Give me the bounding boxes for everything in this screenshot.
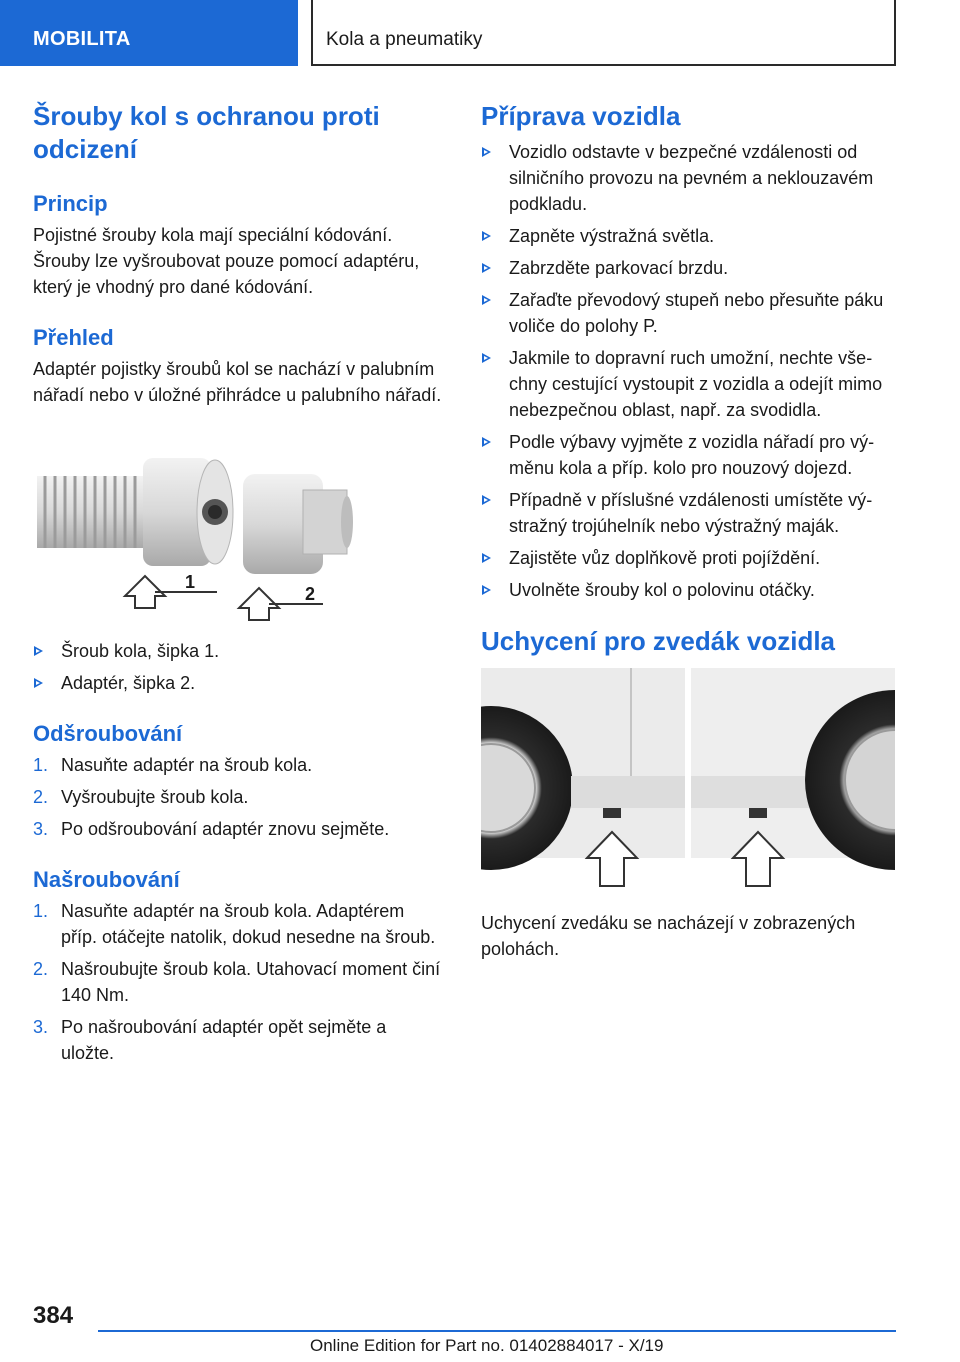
list-item: Případně v příslušné vzdálenosti umístěte výstražný trojúhelník nebo výstražný maják. bbox=[481, 487, 899, 539]
edition-note: Online Edition for Part no. 01402884017 - X/19 bbox=[310, 1336, 664, 1355]
list-item: 1. Nasuňte adaptér na šroub kola. Adaptérem příp. otáčejte natolik, dokud nesedne na šroub. bbox=[33, 901, 436, 947]
left-column bbox=[33, 100, 443, 1072]
overview-legend bbox=[33, 638, 443, 696]
list-item: 3. Po našroubování adaptér opět sejměte a uložte. bbox=[33, 1017, 387, 1063]
arrow-1-label: 1 bbox=[185, 572, 196, 592]
page-number: 384 bbox=[33, 1302, 74, 1329]
bullet-triangle-icon bbox=[482, 353, 491, 363]
list-item: Šroub kola, šipka 1. bbox=[33, 638, 443, 664]
adapter-image bbox=[243, 474, 353, 574]
jack-text: Uchycení zvedáku se nacházejí v zobrazených polohách. bbox=[481, 913, 856, 959]
list-item: Zajistěte vůz doplňkově proti pojíždění. bbox=[481, 545, 899, 571]
list-item: Jakmile to dopravní ruch umožní, nechte všechny cestující vystoupit z vozidla a odejít mimo nebezpečnou oblast, např. za svodidla. bbox=[481, 345, 899, 423]
list-item: 1. Nasuňte adaptér na šroub kola. bbox=[33, 755, 313, 775]
list-item: 2. Vyšroubujte šroub kola. bbox=[33, 787, 249, 807]
unscrew-heading: Odšroubování bbox=[33, 721, 183, 746]
bullet-triangle-icon bbox=[482, 437, 491, 447]
prep-heading: Příprava vozidla bbox=[481, 101, 681, 131]
list-item: Zapněte výstražná světla. bbox=[481, 223, 899, 249]
screw-heading: Našroubování bbox=[33, 867, 180, 892]
overview-heading: Přehled bbox=[33, 325, 114, 350]
chapter-tab bbox=[311, 0, 896, 66]
bullet-triangle-icon bbox=[482, 553, 491, 563]
list-item: Podle výbavy vyjměte z vozidla nářadí pro výměnu kola a příp. kolo pro nouzový dojezd. bbox=[481, 429, 899, 481]
list-item: 3. Po odšroubování adaptér znovu sejměte. bbox=[33, 819, 390, 839]
list-item: Uvolněte šrouby kol o polovinu otáčky. bbox=[481, 577, 899, 603]
bullet-triangle-icon bbox=[34, 678, 43, 688]
list-item: Vozidlo odstavte v bezpečné vzdálenosti od silničního provozu na pevném a neklouzavém podkladu. bbox=[481, 139, 899, 217]
bullet-triangle-icon bbox=[34, 646, 43, 656]
bullet-triangle-icon bbox=[482, 263, 491, 273]
prep-list bbox=[481, 139, 899, 603]
bullet-triangle-icon bbox=[482, 495, 491, 505]
page-title: Šrouby kol s ochranou proti odcizení bbox=[33, 101, 380, 164]
bullet-triangle-icon bbox=[482, 295, 491, 305]
bullet-triangle-icon bbox=[482, 231, 491, 241]
principle-text: Pojistné šrouby kola mají speciální kódování. Šrouby lze vyšroubovat pouze pomocí adaptéru, který je vhodný pro dané kódování. bbox=[33, 225, 420, 297]
car-left-image bbox=[481, 668, 685, 870]
right-column bbox=[481, 100, 899, 962]
section-tab bbox=[0, 0, 298, 66]
bullet-triangle-icon bbox=[482, 585, 491, 595]
jack-heading: Uchycení pro zvedák vozidla bbox=[481, 626, 836, 656]
screw-steps bbox=[33, 898, 443, 1066]
car-right-image bbox=[691, 668, 895, 870]
section-title: MOBILITA bbox=[33, 28, 131, 50]
list-item: Adaptér, šipka 2. bbox=[33, 670, 443, 696]
bolt-adapter-figure bbox=[33, 446, 353, 624]
list-item: 2. Našroubujte šroub kola. Utahovací moment činí 140 Nm. bbox=[33, 959, 441, 1005]
chapter-title: Kola a pneumatiky bbox=[326, 29, 483, 50]
list-item: Zařaďte převodový stupeň nebo přesuňte páku voliče do polohy P. bbox=[481, 287, 899, 339]
principle-heading: Princip bbox=[33, 191, 108, 216]
bullet-triangle-icon bbox=[482, 147, 491, 157]
footer-divider bbox=[98, 1330, 896, 1332]
wheel-bolt-image bbox=[37, 458, 233, 566]
jack-points-figure bbox=[481, 668, 895, 888]
arrow-2-label: 2 bbox=[305, 584, 316, 604]
unscrew-steps bbox=[33, 752, 443, 842]
list-item: Zabrzděte parkovací brzdu. bbox=[481, 255, 899, 281]
overview-text: Adaptér pojistky šroubů kol se nachází v palubním nářadí nebo v úložné přihrádce u palubního nářadí. bbox=[33, 359, 442, 405]
